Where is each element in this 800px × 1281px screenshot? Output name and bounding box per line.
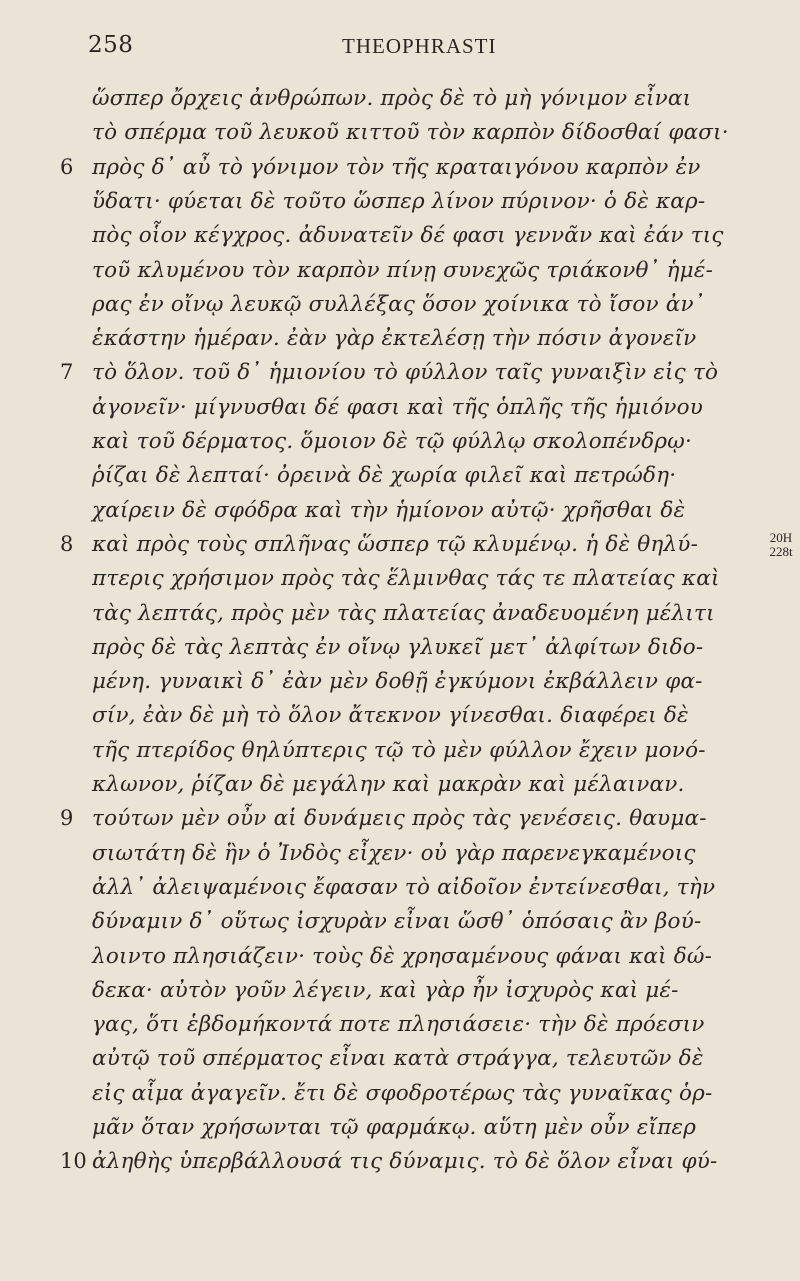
text-line: τὸ σπέρμα τοῦ λευκοῦ κιττοῦ τὸν καρπὸν δίδοσθαί φασι· xyxy=(92,120,729,146)
text-line: πὸς οἷον κέγχρος. ἀδυνατεῖν δέ φασι γεννᾶν καὶ ἐάν τις xyxy=(92,223,724,249)
section-number: 10 xyxy=(60,1149,87,1174)
text-line: εἰς αἷμα ἀγαγεῖν. ἔτι δὲ σφοδροτέρως τὰς γυναῖκας ὁρ- xyxy=(92,1080,713,1106)
text-line: τῆς πτερίδος θηλύπτερις τῷ τὸ μὲν φύλλον ἔχειν μονό- xyxy=(92,737,706,763)
text-line: πρὸς δὲ τὰς λεπτὰς ἐν οἴνῳ γλυκεῖ μετ᾽ ἀλφίτων διδο- xyxy=(92,634,704,660)
text-line: γας, ὅτι ἑβδομήκοντά ποτε πλησιάσειε· τὴν δὲ πρόεσιν xyxy=(92,1012,705,1038)
text-line: μᾶν ὅταν χρήσωνται τῷ φαρμάκῳ. αὕτη μὲν οὖν εἴπερ xyxy=(92,1115,697,1140)
text-line: ὥσπερ ὄρχεις ἀνθρώπων. πρὸς δὲ τὸ μὴ γόνιμον εἶναι xyxy=(92,86,692,111)
text-line: δεκα· αὐτὸν γοῦν λέγειν, καὶ γὰρ ἦν ἰσχυρὸς καὶ μέ- xyxy=(92,977,679,1003)
text-line: πτερις χρήσιμον πρὸς τὰς ἕλμινθας τάς τε πλατείας καὶ xyxy=(92,566,720,592)
text-line: μένη. γυναικὶ δ᾽ ἐὰν μὲν δοθῇ ἐγκύμονι ἐκβάλλειν φα- xyxy=(92,669,703,695)
page-header xyxy=(0,32,800,66)
section-number: 6 xyxy=(60,154,74,179)
text-line: ἀγονεῖν· μίγνυσθαι δέ φασι καὶ τῆς ὁπλῆς τῆς ἡμιόνου xyxy=(92,394,704,420)
text-line: ἀληθὴς ὑπερβάλλουσά τις δύναμις. τὸ δὲ ὅλον εἶναι φύ- xyxy=(92,1149,718,1175)
page-number: 258 xyxy=(88,32,134,58)
text-line: ὕδατι· φύεται δὲ τοῦτο ὥσπερ λίνον πύρινον· ὁ δὲ καρ- xyxy=(92,188,706,214)
text-line: καὶ τοῦ δέρματος. ὅμοιον δὲ τῷ φύλλῳ σκολοπένδρῳ· xyxy=(92,429,693,454)
text-line: τοῦ κλυμένου τὸν καρπὸν πίνῃ συνεχῶς τριάκονθ᾽ ἡμέ- xyxy=(92,257,714,283)
section-number: 9 xyxy=(60,806,74,831)
text-line: ῥίζαι δὲ λεπταί· ὀρεινὰ δὲ χωρία φιλεῖ καὶ πετρώδη· xyxy=(92,463,677,489)
margin-reference xyxy=(764,531,798,559)
text-line: τὸ ὅλον. τοῦ δ᾽ ἡμιονίου τὸ φύλλον ταῖς γυναιξὶν εἰς τὸ xyxy=(92,360,719,386)
text-line: σίν, ἐὰν δὲ μὴ τὸ ὅλον ἄτεκνον γίνεσθαι. διαφέρει δὲ xyxy=(92,703,689,729)
running-head: THEOPHRASTI xyxy=(342,34,497,58)
text-line: ἑκάστην ἡμέραν. ἐὰν γὰρ ἐκτελέσῃ τὴν πόσιν ἀγονεῖν xyxy=(92,326,697,352)
text-line: κλωνον, ῥίζαν δὲ μεγάλην καὶ μακρὰν καὶ μέλαιναν. xyxy=(92,772,685,797)
text-line: καὶ πρὸς τοὺς σπλῆνας ὥσπερ τῷ κλυμένῳ. ἡ δὲ θηλύ- xyxy=(92,531,699,557)
section-number: 8 xyxy=(60,531,74,556)
margin-reference-bottom: 228t xyxy=(769,544,793,559)
text-line: ἀλλ᾽ ἀλειψαμένοις ἔφασαν τὸ αἰδοῖον ἐντείνεσθαι, τὴν xyxy=(92,874,716,900)
text-line: ρας ἐν οἴνῳ λευκῷ συλλέξας ὅσον χοίνικα τὸ ἴσον ἀν᾽ xyxy=(92,291,705,317)
text-line: σιωτάτη δὲ ἣν ὁ Ἰνδὸς εἶχεν· οὐ γὰρ παρενεγκαμένοις xyxy=(92,840,696,866)
text-line: αὐτῷ τοῦ σπέρματος εἶναι κατὰ στράγγα, τελευτῶν δὲ xyxy=(92,1046,704,1072)
text-line: χαίρειν δὲ σφόδρα καὶ τὴν ἡμίονον αὐτῷ· χρῆσθαι δὲ xyxy=(92,497,686,523)
margin-reference-top: 20H xyxy=(769,530,793,545)
section-number: 7 xyxy=(60,360,74,385)
text-line: πρὸς δ᾽ αὖ τὸ γόνιμον τὸν τῆς κραταιγόνου καρπὸν ἐν xyxy=(92,154,701,180)
text-line: τούτων μὲν οὖν αἱ δυνάμεις πρὸς τὰς γενέσεις. θαυμα- xyxy=(92,806,707,832)
text-line: δύναμιν δ᾽ οὕτως ἰσχυρὰν εἶναι ὥσθ᾽ ὁπόσαις ἂν βού- xyxy=(92,909,702,935)
text-line: τὰς λεπτάς, πρὸς μὲν τὰς πλατείας ἀναδευομένη μέλιτι xyxy=(92,600,715,626)
text-line: λοιντο πλησιάζειν· τοὺς δὲ χρησαμένους φάναι καὶ δώ- xyxy=(92,943,713,969)
